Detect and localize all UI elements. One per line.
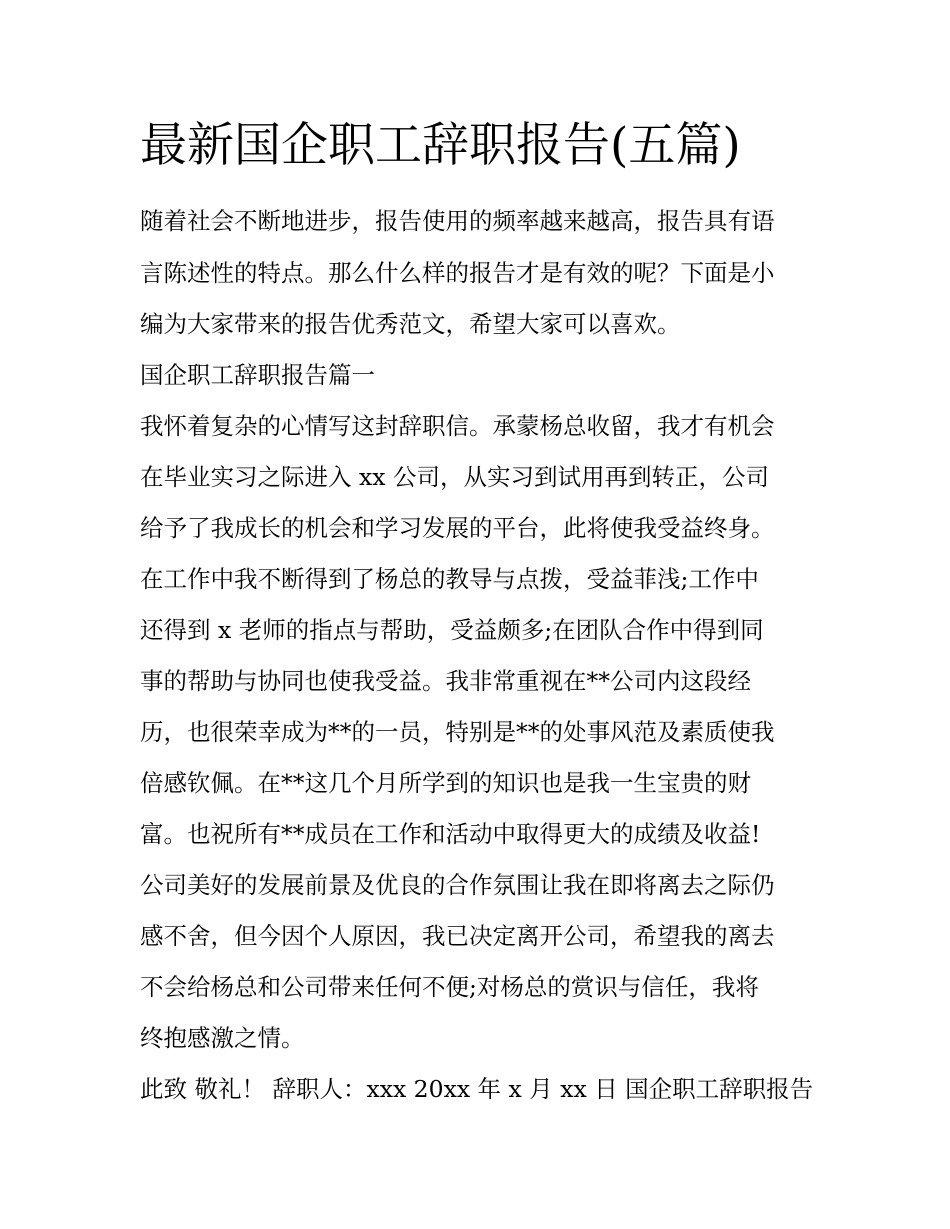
paragraph-line: 随着社会不断地进步，报告使用的频率越来越高，报告具有语 [140, 207, 775, 235]
paragraph-line: 倍感钦佩。在**这几个月所学到的知识也是我一生宝贵的财 [140, 769, 751, 797]
paragraph-line: 我怀着复杂的心情写这封辞职信。承蒙杨总收留，我才有机会 [140, 412, 775, 440]
paragraph-line: 富。也祝所有**成员在工作和活动中取得更大的成绩及收益! [140, 820, 761, 848]
closing-line: 此致 敬礼！ 辞职人：xxx 20xx 年 x 月 xx 日 国企职工辞职报告 [140, 1075, 814, 1103]
paragraph-line: 公司美好的发展前景及优良的合作氛围让我在即将离去之际仍 [140, 871, 775, 899]
paragraph-line: 编为大家带来的报告优秀范文，希望大家可以喜欢。 [140, 310, 681, 338]
paragraph-line: 给予了我成长的机会和学习发展的平台，此将使我受益终身。 [140, 514, 775, 542]
paragraph-line: 历，也很荣幸成为**的一员，特别是**的处事风范及素质使我 [140, 718, 775, 746]
paragraph-line: 言陈述性的特点。那么什么样的报告才是有效的呢？下面是小 [140, 259, 775, 287]
paragraph-line: 还得到 x 老师的指点与帮助，受益颇多;在团队合作中得到同 [140, 616, 764, 644]
paragraph-line: 感不舍，但今因个人原因，我已决定离开公司，希望我的离去 [140, 922, 775, 950]
document-title: 最新国企职工辞职报告(五篇) [140, 118, 741, 173]
paragraph-line: 事的帮助与协同也使我受益。我非常重视在**公司内这段经 [140, 667, 751, 695]
paragraph-line: 在毕业实习之际进入 xx 公司，从实习到试用再到转正，公司 [140, 463, 769, 491]
paragraph-line: 在工作中我不断得到了杨总的教导与点拨，受益菲浅;工作中 [140, 565, 759, 593]
section-heading: 国企职工辞职报告篇一 [140, 361, 375, 389]
paragraph-line: 不会给杨总和公司带来任何不便;对杨总的赏识与信任，我将 [140, 973, 759, 1001]
paragraph-line: 终抱感激之情。 [140, 1024, 305, 1052]
